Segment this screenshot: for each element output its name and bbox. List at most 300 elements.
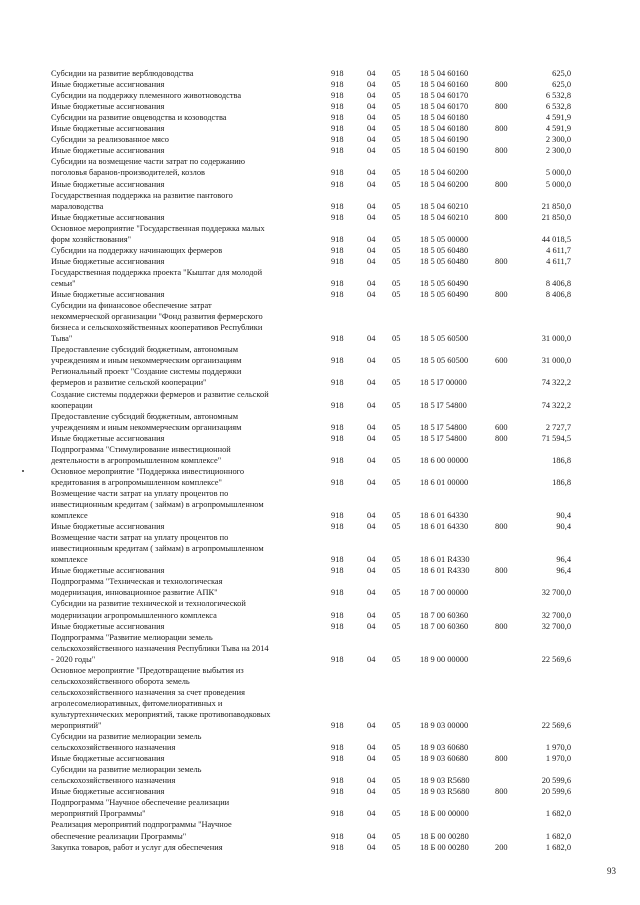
subsection-code: 05 bbox=[392, 378, 401, 388]
table-row bbox=[0, 633, 640, 643]
table-row bbox=[0, 787, 640, 797]
table-row bbox=[0, 323, 640, 333]
amount: 2 300,0 bbox=[545, 146, 571, 156]
subsection-code: 05 bbox=[392, 787, 401, 797]
table-row bbox=[0, 213, 640, 223]
subsection-code: 05 bbox=[392, 234, 401, 244]
expense-type-code: 800 bbox=[495, 566, 508, 576]
row-name: Реализация мероприятий подпрограммы "Научное bbox=[51, 820, 232, 830]
amount: 21 850,0 bbox=[541, 212, 571, 222]
table-row bbox=[0, 732, 640, 742]
expense-type-code: 800 bbox=[495, 102, 508, 112]
section-code: 04 bbox=[367, 654, 376, 664]
section-code: 04 bbox=[367, 212, 376, 222]
expense-type-code: 800 bbox=[495, 522, 508, 531]
table-row bbox=[0, 202, 640, 212]
target-article-code: 18 5 04 60160 bbox=[420, 69, 469, 78]
target-article-code: 18 9 03 60680 bbox=[420, 754, 469, 764]
table-row bbox=[0, 445, 640, 455]
row-name: Субсидии на поддержку начинающих фермеров bbox=[51, 245, 223, 255]
table-row bbox=[0, 666, 640, 676]
row-name: Иные бюджетные ассигнования bbox=[51, 754, 165, 764]
table-row bbox=[0, 611, 640, 621]
row-name: Подпрограмма "Стимулирование инвестиционной bbox=[51, 444, 231, 454]
target-article-code: 18 7 00 60360 bbox=[420, 621, 469, 631]
row-name: Создание системы поддержки фермеров и развитие сельской bbox=[51, 389, 269, 399]
grbs-code: 918 bbox=[331, 201, 344, 211]
row-name: Иные бюджетные ассигнования bbox=[51, 566, 165, 576]
grbs-code: 918 bbox=[331, 91, 344, 101]
subsection-code: 05 bbox=[392, 455, 401, 465]
amount: 4 611,7 bbox=[546, 256, 571, 266]
table-row bbox=[0, 113, 640, 123]
table-row bbox=[0, 478, 640, 488]
section-code: 04 bbox=[367, 378, 376, 388]
amount: 2 727,7 bbox=[545, 422, 571, 432]
subsection-code: 05 bbox=[392, 256, 401, 266]
amount: 4 591,9 bbox=[545, 113, 571, 123]
amount: 6 532,8 bbox=[545, 91, 571, 101]
row-name: Региональный проект "Создание системы поддержки bbox=[51, 367, 242, 377]
row-name: Государственная поддержка проекта "Кыштаг для молодой bbox=[51, 267, 263, 277]
section-code: 04 bbox=[367, 422, 376, 432]
amount: 20 599,6 bbox=[541, 776, 571, 786]
table-row bbox=[0, 124, 640, 134]
section-code: 04 bbox=[367, 721, 376, 730]
grbs-code: 918 bbox=[331, 80, 344, 89]
subsection-code: 05 bbox=[392, 179, 401, 189]
subsection-code: 05 bbox=[392, 743, 401, 753]
amount: 90,4 bbox=[556, 522, 571, 531]
row-name: Тыва" bbox=[51, 334, 73, 344]
grbs-code: 918 bbox=[331, 279, 344, 288]
row-name: комплексе bbox=[51, 511, 88, 520]
grbs-code: 918 bbox=[331, 102, 344, 112]
table-row bbox=[0, 489, 640, 499]
amount: 44 018,5 bbox=[541, 234, 571, 244]
amount: 22 569,6 bbox=[541, 654, 571, 664]
table-row bbox=[0, 522, 640, 532]
table-row bbox=[0, 688, 640, 698]
subsection-code: 05 bbox=[392, 124, 401, 134]
table-row bbox=[0, 644, 640, 654]
target-article-code: 18 5 04 60210 bbox=[420, 212, 469, 222]
table-row bbox=[0, 423, 640, 433]
target-article-code: 18 5 04 60210 bbox=[420, 201, 469, 211]
section-code: 04 bbox=[367, 555, 376, 565]
table-row bbox=[0, 246, 640, 256]
row-name: поголовья баранов-производителей, козлов bbox=[51, 168, 205, 178]
grbs-code: 918 bbox=[331, 555, 344, 565]
grbs-code: 918 bbox=[331, 433, 344, 443]
section-code: 04 bbox=[367, 135, 376, 145]
target-article-code: 18 5 05 60480 bbox=[420, 256, 469, 266]
grbs-code: 918 bbox=[331, 179, 344, 189]
section-code: 04 bbox=[367, 776, 376, 786]
amount: 5 000,0 bbox=[545, 168, 571, 178]
section-code: 04 bbox=[367, 80, 376, 89]
section-code: 04 bbox=[367, 522, 376, 531]
row-name: мероприятий Программы" bbox=[51, 809, 146, 819]
subsection-code: 05 bbox=[392, 135, 401, 145]
section-code: 04 bbox=[367, 124, 376, 134]
table-row bbox=[0, 279, 640, 289]
table-row bbox=[0, 356, 640, 366]
target-article-code: 18 5 05 60500 bbox=[420, 356, 469, 366]
section-code: 04 bbox=[367, 842, 376, 852]
section-code: 04 bbox=[367, 455, 376, 465]
row-name: учреждениям и иным некоммерческим организациям bbox=[51, 422, 242, 432]
table-row bbox=[0, 168, 640, 178]
row-name: кредитования в агропромышленном комплексе" bbox=[51, 477, 222, 487]
row-name: Субсидии на развитие мелиорации земель bbox=[51, 732, 202, 741]
section-code: 04 bbox=[367, 179, 376, 189]
table-row bbox=[0, 390, 640, 400]
table-row bbox=[0, 80, 640, 90]
amount: 8 406,8 bbox=[545, 290, 571, 299]
grbs-code: 918 bbox=[331, 809, 344, 819]
target-article-code: 18 Б 00 00280 bbox=[420, 831, 469, 841]
expense-type-code: 800 bbox=[495, 290, 508, 299]
table-row bbox=[0, 566, 640, 576]
row-name: Иные бюджетные ассигнования bbox=[51, 146, 165, 156]
table-row bbox=[0, 776, 640, 786]
grbs-code: 918 bbox=[331, 168, 344, 178]
target-article-code: 18 Б 00 00280 bbox=[420, 842, 469, 852]
row-name: Подпрограмма "Развитие мелиорации земель bbox=[51, 632, 213, 642]
amount: 31 000,0 bbox=[541, 356, 571, 366]
section-code: 04 bbox=[367, 621, 376, 631]
table-row bbox=[0, 401, 640, 411]
row-name: семьи" bbox=[51, 279, 76, 288]
row-name: некоммерческой организации "Фонд развития фермерского bbox=[51, 312, 263, 322]
subsection-code: 05 bbox=[392, 776, 401, 786]
row-name: - 2020 годы" bbox=[51, 654, 96, 664]
row-name: Субсидии на поддержку племенного животноводства bbox=[51, 91, 242, 101]
amount: 4 591,9 bbox=[545, 124, 571, 134]
section-code: 04 bbox=[367, 511, 376, 520]
target-article-code: 18 6 01 R4330 bbox=[420, 555, 470, 565]
row-name: сельскохозяйственного назначения Республики Тыва на 2014 bbox=[51, 643, 269, 653]
table-row bbox=[0, 146, 640, 156]
amount: 21 850,0 bbox=[541, 201, 571, 211]
table-row bbox=[0, 754, 640, 764]
expense-type-code: 800 bbox=[495, 787, 508, 797]
row-name: Основное мероприятие "Предотвращение выбытия из bbox=[51, 665, 244, 675]
table-row bbox=[0, 677, 640, 687]
grbs-code: 918 bbox=[331, 113, 344, 123]
table-row bbox=[0, 655, 640, 665]
amount: 1 682,0 bbox=[545, 842, 571, 852]
margin-mark bbox=[22, 470, 24, 472]
row-name: бизнеса и сельскохозяйственных кооперативов Республики bbox=[51, 323, 263, 333]
amount: 20 599,6 bbox=[541, 787, 571, 797]
table-row bbox=[0, 290, 640, 300]
row-name: модернизация, инновационное развитие АПК" bbox=[51, 588, 218, 598]
target-article-code: 18 5 04 60160 bbox=[420, 80, 469, 89]
target-article-code: 18 5 05 60490 bbox=[420, 290, 469, 299]
grbs-code: 918 bbox=[331, 721, 344, 730]
table-row bbox=[0, 622, 640, 632]
amount: 8 406,8 bbox=[545, 279, 571, 288]
row-name: модернизации агропромышленного комплекса bbox=[51, 610, 217, 620]
table-row bbox=[0, 434, 640, 444]
amount: 4 611,7 bbox=[546, 245, 571, 255]
table-row bbox=[0, 500, 640, 510]
target-article-code: 18 6 01 64330 bbox=[420, 511, 469, 520]
target-article-code: 18 5 I7 54800 bbox=[420, 433, 467, 443]
grbs-code: 918 bbox=[331, 610, 344, 620]
subsection-code: 05 bbox=[392, 102, 401, 112]
row-name: деятельности в агропромышленном комплексе" bbox=[51, 455, 222, 465]
subsection-code: 05 bbox=[392, 356, 401, 366]
subsection-code: 05 bbox=[392, 69, 401, 78]
section-code: 04 bbox=[367, 356, 376, 366]
target-article-code: 18 5 04 60170 bbox=[420, 102, 469, 112]
expense-type-code: 800 bbox=[495, 621, 508, 631]
section-code: 04 bbox=[367, 433, 376, 443]
grbs-code: 918 bbox=[331, 831, 344, 841]
subsection-code: 05 bbox=[392, 400, 401, 410]
subsection-code: 05 bbox=[392, 334, 401, 344]
amount: 96,4 bbox=[556, 566, 571, 576]
section-code: 04 bbox=[367, 91, 376, 101]
section-code: 04 bbox=[367, 290, 376, 299]
subsection-code: 05 bbox=[392, 621, 401, 631]
grbs-code: 918 bbox=[331, 455, 344, 465]
row-name: инвестиционным кредитам ( займам) в агропромышленном bbox=[51, 500, 264, 509]
amount: 625,0 bbox=[552, 69, 571, 78]
table-row bbox=[0, 102, 640, 112]
amount: 32 700,0 bbox=[541, 621, 571, 631]
table-row bbox=[0, 268, 640, 278]
table-row bbox=[0, 367, 640, 377]
grbs-code: 918 bbox=[331, 378, 344, 388]
row-name: Субсидии за реализованное мясо bbox=[51, 135, 169, 145]
target-article-code: 18 5 I7 54800 bbox=[420, 422, 467, 432]
amount: 71 594,5 bbox=[541, 433, 571, 443]
table-row bbox=[0, 301, 640, 311]
target-article-code: 18 6 00 00000 bbox=[420, 455, 469, 465]
grbs-code: 918 bbox=[331, 146, 344, 156]
row-name: Иные бюджетные ассигнования bbox=[51, 787, 165, 797]
row-name: Государственная поддержка на развитие пантового bbox=[51, 190, 233, 200]
grbs-code: 918 bbox=[331, 743, 344, 753]
row-name: кооперации bbox=[51, 400, 93, 410]
target-article-code: 18 5 05 60500 bbox=[420, 334, 469, 344]
amount: 1 970,0 bbox=[545, 754, 571, 764]
row-name: Иные бюджетные ассигнования bbox=[51, 433, 165, 443]
section-code: 04 bbox=[367, 787, 376, 797]
table-row bbox=[0, 334, 640, 344]
grbs-code: 918 bbox=[331, 776, 344, 786]
table-row bbox=[0, 544, 640, 554]
amount: 74 322,2 bbox=[541, 400, 571, 410]
target-article-code: 18 5 04 60200 bbox=[420, 179, 469, 189]
subsection-code: 05 bbox=[392, 290, 401, 299]
target-article-code: 18 5 04 60190 bbox=[420, 135, 469, 145]
table-row bbox=[0, 157, 640, 167]
section-code: 04 bbox=[367, 279, 376, 288]
row-name: культуртехнических мероприятий, также противопаводковых bbox=[51, 709, 271, 719]
section-code: 04 bbox=[367, 146, 376, 156]
grbs-code: 918 bbox=[331, 422, 344, 432]
section-code: 04 bbox=[367, 754, 376, 764]
subsection-code: 05 bbox=[392, 201, 401, 211]
amount: 22 569,6 bbox=[541, 721, 571, 730]
expense-type-code: 800 bbox=[495, 146, 508, 156]
table-row bbox=[0, 467, 640, 477]
grbs-code: 918 bbox=[331, 256, 344, 266]
section-code: 04 bbox=[367, 334, 376, 344]
subsection-code: 05 bbox=[392, 809, 401, 819]
table-row bbox=[0, 577, 640, 587]
table-row bbox=[0, 721, 640, 731]
section-code: 04 bbox=[367, 245, 376, 255]
row-name: Подпрограмма "Научное обеспечение реализации bbox=[51, 798, 230, 808]
amount: 1 682,0 bbox=[545, 831, 571, 841]
subsection-code: 05 bbox=[392, 168, 401, 178]
row-name: Субсидии на развитие верблюдоводства bbox=[51, 69, 194, 78]
section-code: 04 bbox=[367, 168, 376, 178]
table-row bbox=[0, 69, 640, 79]
row-name: Иные бюджетные ассигнования bbox=[51, 290, 165, 299]
section-code: 04 bbox=[367, 201, 376, 211]
expense-type-code: 800 bbox=[495, 212, 508, 222]
table-row bbox=[0, 710, 640, 720]
row-name: Иные бюджетные ассигнования bbox=[51, 80, 165, 89]
row-name: Предоставление субсидий бюджетным, автономным bbox=[51, 345, 239, 355]
target-article-code: 18 6 01 64330 bbox=[420, 522, 469, 531]
section-code: 04 bbox=[367, 588, 376, 598]
amount: 96,4 bbox=[556, 555, 571, 565]
subsection-code: 05 bbox=[392, 146, 401, 156]
row-name: Предоставление субсидий бюджетным, автономным bbox=[51, 411, 239, 421]
grbs-code: 918 bbox=[331, 124, 344, 134]
table-row bbox=[0, 765, 640, 775]
row-name: Иные бюджетные ассигнования bbox=[51, 621, 165, 631]
table-row bbox=[0, 91, 640, 101]
grbs-code: 918 bbox=[331, 212, 344, 222]
subsection-code: 05 bbox=[392, 654, 401, 664]
target-article-code: 18 9 03 00000 bbox=[420, 721, 469, 730]
section-code: 04 bbox=[367, 610, 376, 620]
section-code: 04 bbox=[367, 831, 376, 841]
target-article-code: 18 Б 00 00000 bbox=[420, 809, 469, 819]
subsection-code: 05 bbox=[392, 566, 401, 576]
section-code: 04 bbox=[367, 566, 376, 576]
table-row bbox=[0, 555, 640, 565]
amount: 5 000,0 bbox=[545, 179, 571, 189]
section-code: 04 bbox=[367, 809, 376, 819]
row-name: сельскохозяйственного назначения bbox=[51, 743, 176, 753]
amount: 90,4 bbox=[556, 511, 571, 520]
expense-type-code: 800 bbox=[495, 124, 508, 134]
subsection-code: 05 bbox=[392, 279, 401, 288]
grbs-code: 918 bbox=[331, 787, 344, 797]
grbs-code: 918 bbox=[331, 356, 344, 366]
table-row bbox=[0, 743, 640, 753]
row-name: сельскохозяйственного назначения за счет проведения bbox=[51, 687, 245, 697]
target-article-code: 18 9 00 00000 bbox=[420, 654, 469, 664]
target-article-code: 18 5 04 60200 bbox=[420, 168, 469, 178]
amount: 6 532,8 bbox=[545, 102, 571, 112]
amount: 1 970,0 bbox=[545, 743, 571, 753]
amount: 32 700,0 bbox=[541, 588, 571, 598]
amount: 186,8 bbox=[552, 477, 571, 487]
target-article-code: 18 5 I7 54800 bbox=[420, 400, 467, 410]
grbs-code: 918 bbox=[331, 566, 344, 576]
grbs-code: 918 bbox=[331, 842, 344, 852]
row-name: мероприятий" bbox=[51, 721, 102, 730]
row-name: Иные бюджетные ассигнования bbox=[51, 124, 165, 134]
expense-type-code: 800 bbox=[495, 433, 508, 443]
grbs-code: 918 bbox=[331, 477, 344, 487]
section-code: 04 bbox=[367, 400, 376, 410]
table-row bbox=[0, 533, 640, 543]
target-article-code: 18 5 05 60480 bbox=[420, 245, 469, 255]
row-name: сельскохозяйственного назначения bbox=[51, 776, 176, 786]
target-article-code: 18 5 04 60180 bbox=[420, 124, 469, 134]
table-row bbox=[0, 456, 640, 466]
grbs-code: 918 bbox=[331, 400, 344, 410]
table-row bbox=[0, 224, 640, 234]
grbs-code: 918 bbox=[331, 654, 344, 664]
row-name: инвестиционным кредитам ( займам) в агропромышленном bbox=[51, 544, 264, 554]
subsection-code: 05 bbox=[392, 91, 401, 101]
target-article-code: 18 5 04 60170 bbox=[420, 91, 469, 101]
subsection-code: 05 bbox=[392, 588, 401, 598]
row-name: мараловодства bbox=[51, 201, 104, 211]
expense-type-code: 800 bbox=[495, 256, 508, 266]
table-row bbox=[0, 345, 640, 355]
table-row bbox=[0, 820, 640, 830]
row-name: Субсидии на возмещение части затрат по содержанию bbox=[51, 157, 245, 167]
grbs-code: 918 bbox=[331, 522, 344, 531]
row-name: Основное мероприятие "Государственная поддержка малых bbox=[51, 223, 265, 233]
grbs-code: 918 bbox=[331, 245, 344, 255]
target-article-code: 18 6 01 00000 bbox=[420, 477, 469, 487]
table-row bbox=[0, 135, 640, 145]
expense-type-code: 800 bbox=[495, 80, 508, 89]
row-name: Иные бюджетные ассигнования bbox=[51, 102, 165, 112]
table-row bbox=[0, 832, 640, 842]
target-article-code: 18 7 00 60360 bbox=[420, 610, 469, 620]
amount: 1 682,0 bbox=[545, 809, 571, 819]
expense-type-code: 800 bbox=[495, 179, 508, 189]
target-article-code: 18 5 05 00000 bbox=[420, 234, 469, 244]
grbs-code: 918 bbox=[331, 234, 344, 244]
table-row bbox=[0, 511, 640, 521]
table-row bbox=[0, 312, 640, 322]
row-name: Закупка товаров, работ и услуг для обеспечения bbox=[51, 842, 223, 852]
grbs-code: 918 bbox=[331, 754, 344, 764]
grbs-code: 918 bbox=[331, 511, 344, 520]
subsection-code: 05 bbox=[392, 555, 401, 565]
expense-type-code: 600 bbox=[495, 356, 508, 366]
row-name: Иные бюджетные ассигнования bbox=[51, 179, 165, 189]
subsection-code: 05 bbox=[392, 422, 401, 432]
section-code: 04 bbox=[367, 477, 376, 487]
row-name: Субсидии на развитие овцеводства и козоводства bbox=[51, 113, 227, 123]
expense-type-code: 800 bbox=[495, 754, 508, 764]
table-row bbox=[0, 235, 640, 245]
row-name: Субсидии на развитие мелиорации земель bbox=[51, 765, 202, 775]
table-row bbox=[0, 798, 640, 808]
target-article-code: 18 9 03 R5680 bbox=[420, 776, 470, 786]
section-code: 04 bbox=[367, 113, 376, 123]
table-row bbox=[0, 180, 640, 190]
